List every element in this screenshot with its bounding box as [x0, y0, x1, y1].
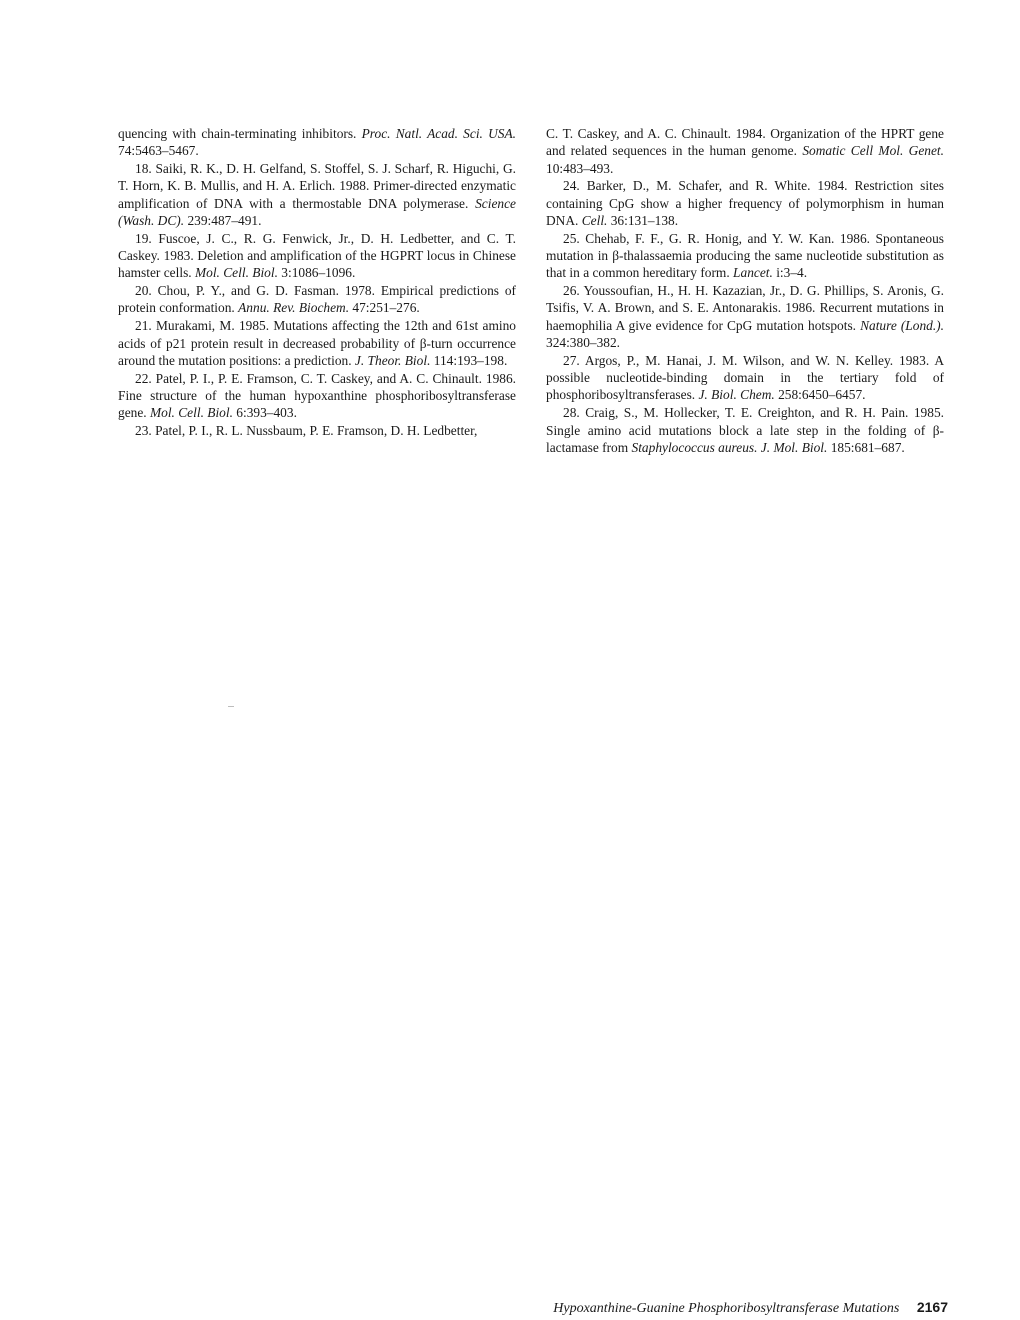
- reference-text: 24. Barker, D., M. Schafer, and R. White. 1984. Restriction sites containing CpG show a higher frequency of polymorphism in human DNA.: [546, 178, 944, 228]
- reference-text: 185:681–687.: [827, 439, 905, 455]
- reference-journal: Proc. Natl. Acad. Sci. USA.: [361, 126, 516, 141]
- reference-text: 26. Youssoufian, H., H. H. Kazazian, Jr., D. G. Phillips, S. Aronis, G. Tsifis, V. A. Brown, and S. E. Antonarakis. 1986. Recurrent mutations in haemophilia A give evidence for CpG mutation hotspots.: [546, 283, 944, 333]
- page-number: 2167: [916, 1299, 948, 1315]
- reference-text: 19. Fuscoe, J. C., R. G. Fenwick, Jr., D. H. Ledbetter, and C. T. Caskey. 1983. Deletion and amplification of the HGPRT locus in Chinese hamster cells.: [118, 230, 516, 281]
- reference-entry: [118, 317, 516, 369]
- reference-entry: [118, 230, 516, 282]
- reference-entry: [546, 404, 944, 456]
- reference-journal: J. Biol. Chem.: [698, 387, 775, 403]
- reference-journal: Annu. Rev. Biochem.: [238, 300, 350, 316]
- reference-text: 239:487–491.: [184, 212, 262, 228]
- reference-entry: [546, 352, 944, 404]
- reference-text: 3:1086–1096.: [277, 265, 356, 281]
- reference-text: 25. Chehab, F. F., G. R. Honig, and Y. W. Kan. 1986. Spontaneous mutation in β-thalassaemia producing the same nucleotide substitution as that in a common hereditary form.: [546, 230, 944, 281]
- running-title: Hypoxanthine-Guanine Phosphoribosyltransferase Mutations: [553, 1301, 900, 1316]
- reference-journal: Mol. Cell. Biol.: [149, 405, 233, 421]
- reference-text: 47:251–276.: [349, 300, 420, 316]
- reference-entry: [546, 230, 944, 282]
- reference-journal: Lancet.: [733, 265, 773, 281]
- references-left-column: [118, 125, 516, 440]
- reference-text: 28. Craig, S., M. Hollecker, T. E. Creighton, and R. H. Pain. 1985. Single amino acid mutations block a late step in the folding of β-lactamase from: [546, 405, 944, 455]
- reference-journal: Science (Wash. DC).: [118, 195, 516, 228]
- page-footer: [553, 1299, 948, 1317]
- reference-text: 21. Murakami, M. 1985. Mutations affecting the 12th and 61st amino acids of p21 protein result in decreased probability of β-turn occurrence around the mutation positions: a prediction.: [118, 318, 516, 368]
- reference-text: 324:380–382.: [546, 335, 621, 351]
- reference-journal: Staphylococcus aureus. J. Mol. Biol.: [631, 439, 828, 455]
- reference-entry: [118, 370, 516, 422]
- reference-text: 114:193–198.: [430, 352, 508, 368]
- reference-entry: [118, 125, 516, 160]
- reference-text: 74:5463–5467.: [118, 143, 199, 159]
- reference-text: 18. Saiki, R. K., D. H. Gelfand, S. Stoffel, S. J. Scharf, R. Higuchi, G. T. Horn, K. B. Mullis, and H. A. Erlich. 1988. Primer-directed enzymatic amplification of DNA with a thermostable DNA polymerase.: [118, 161, 516, 211]
- reference-text: 23. Patel, P. I., R. L. Nussbaum, P. E. Framson, D. H. Ledbetter,: [135, 423, 478, 439]
- reference-text: 27. Argos, P., M. Hanai, J. M. Wilson, and W. N. Kelley. 1983. A possible nucleotide-binding domain in the tertiary fold of phosphoribosyltransferases.: [546, 352, 944, 403]
- reference-entry: [546, 282, 944, 351]
- reference-text: quencing with chain-terminating inhibitors.: [118, 126, 362, 141]
- reference-journal: Nature (Lond.).: [860, 317, 944, 333]
- reference-text: 22. Patel, P. I., P. E. Framson, C. T. Caskey, and A. C. Chinault. 1986. Fine structure of the human hypoxanthine phosphoribosyltransferase gene.: [118, 370, 516, 421]
- reference-text: 6:393–403.: [232, 405, 297, 421]
- reference-journal: J. Theor. Biol.: [354, 352, 431, 368]
- reference-journal: Somatic Cell Mol. Genet.: [802, 143, 944, 159]
- reference-text: 36:131–138.: [607, 212, 679, 228]
- reference-journal: Cell.: [581, 212, 608, 228]
- reference-entry: [546, 177, 944, 229]
- reference-entry: [118, 160, 516, 229]
- reference-text: C. T. Caskey, and A. C. Chinault. 1984. Organization of the HPRT gene and related sequences in the human genome.: [546, 126, 944, 159]
- references-right-column: [546, 125, 944, 457]
- reference-text: 10:483–493.: [546, 160, 614, 176]
- reference-entry: [118, 282, 516, 317]
- reference-text: 20. Chou, P. Y., and G. D. Fasman. 1978. Empirical predictions of protein conformation.: [118, 283, 516, 316]
- reference-entry: [546, 125, 944, 177]
- reference-entry: [118, 422, 516, 439]
- stray-mark: [228, 706, 234, 707]
- reference-text: i:3–4.: [772, 265, 808, 281]
- reference-text: 258:6450–6457.: [774, 387, 866, 403]
- reference-journal: Mol. Cell. Biol.: [194, 265, 278, 281]
